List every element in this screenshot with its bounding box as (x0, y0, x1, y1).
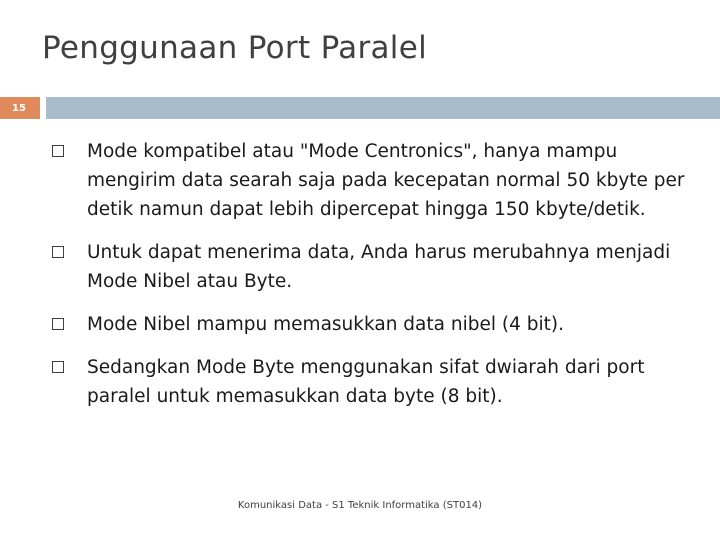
square-bullet-icon (52, 145, 64, 157)
bullet-text: Mode kompatibel atau "Mode Centronics", hanya mampu mengirim data searah saja pada kecepatan normal 50 kbyte per detik namun dapat lebih dipercepat hingga 150 kbyte/detik. (87, 141, 685, 220)
page-number-badge (0, 97, 40, 119)
header-bar-row (0, 97, 720, 119)
list-item (52, 310, 692, 339)
square-bullet-icon (52, 246, 64, 258)
square-bullet-icon (52, 318, 64, 330)
bullet-text: Untuk dapat menerima data, Anda harus merubahnya menjadi Mode Nibel atau Byte. (87, 242, 671, 292)
bullet-text: Sedangkan Mode Byte menggunakan sifat dwiarah dari port paralel untuk memasukkan data byte (8 bit). (87, 357, 645, 407)
slide-title: Penggunaan Port Paralel (42, 30, 427, 66)
list-item (52, 137, 692, 224)
bullet-list (52, 137, 692, 425)
square-bullet-icon (52, 361, 64, 373)
list-item (52, 353, 692, 411)
slide-footer: Komunikasi Data - S1 Teknik Informatika (ST014) (237, 500, 483, 511)
list-item (52, 238, 692, 296)
header-divider-bar (46, 97, 720, 119)
page-number: 15 (12, 102, 26, 114)
bullet-text: Mode Nibel mampu memasukkan data nibel (4 bit). (87, 314, 564, 335)
